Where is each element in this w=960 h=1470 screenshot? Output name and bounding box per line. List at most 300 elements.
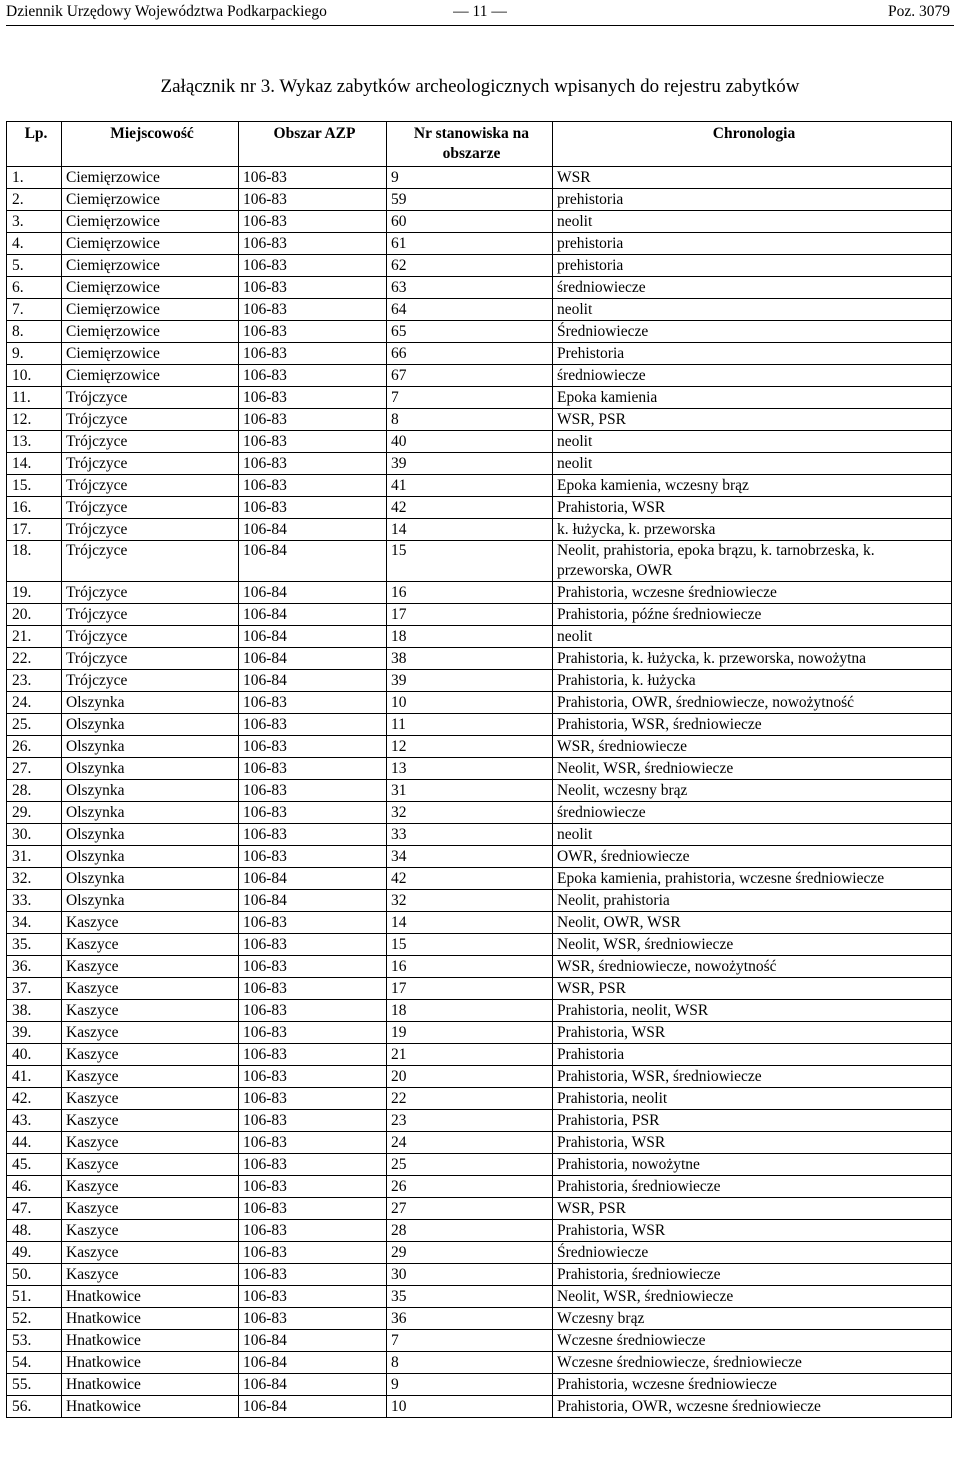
cell-lp: 56. xyxy=(7,1396,62,1418)
table-row xyxy=(7,1132,952,1154)
cell-site-number: 12 xyxy=(387,736,553,758)
cell-azp-area: 106-83 xyxy=(239,1242,387,1264)
cell-chronology: Neolit, OWR, WSR xyxy=(553,912,952,934)
cell-site-number: 24 xyxy=(387,1132,553,1154)
cell-chronology: OWR, średniowiecze xyxy=(553,846,952,868)
cell-chronology: Wczesny brąz xyxy=(553,1308,952,1330)
cell-lp: 16. xyxy=(7,497,62,519)
table-row xyxy=(7,1242,952,1264)
cell-locality: Trójczyce xyxy=(62,409,239,431)
cell-chronology: Prahistoria, późne średniowiecze xyxy=(553,604,952,626)
cell-azp-area: 106-83 xyxy=(239,758,387,780)
cell-chronology: Prahistoria, neolit, WSR xyxy=(553,1000,952,1022)
cell-azp-area: 106-83 xyxy=(239,1088,387,1110)
cell-azp-area: 106-84 xyxy=(239,541,387,582)
table-row xyxy=(7,714,952,736)
cell-locality: Olszynka xyxy=(62,824,239,846)
table-row xyxy=(7,541,952,582)
header-rule xyxy=(6,25,954,26)
cell-lp: 22. xyxy=(7,648,62,670)
cell-locality: Olszynka xyxy=(62,890,239,912)
table-header-row xyxy=(7,122,952,167)
cell-site-number: 8 xyxy=(387,1352,553,1374)
cell-locality: Ciemięrzowice xyxy=(62,255,239,277)
table-row xyxy=(7,1198,952,1220)
cell-lp: 31. xyxy=(7,846,62,868)
table-row xyxy=(7,604,952,626)
cell-locality: Ciemięrzowice xyxy=(62,299,239,321)
cell-chronology: Prahistoria, WSR xyxy=(553,1132,952,1154)
cell-locality: Trójczyce xyxy=(62,453,239,475)
cell-chronology: WSR, PSR xyxy=(553,978,952,1000)
table-row xyxy=(7,277,952,299)
table-row xyxy=(7,1110,952,1132)
cell-lp: 25. xyxy=(7,714,62,736)
cell-azp-area: 106-83 xyxy=(239,189,387,211)
cell-azp-area: 106-83 xyxy=(239,934,387,956)
cell-chronology: Neolit, wczesny brąz xyxy=(553,780,952,802)
table-row xyxy=(7,1044,952,1066)
cell-chronology: Prahistoria, neolit xyxy=(553,1088,952,1110)
cell-lp: 46. xyxy=(7,1176,62,1198)
cell-azp-area: 106-83 xyxy=(239,692,387,714)
cell-azp-area: 106-83 xyxy=(239,1022,387,1044)
cell-chronology: Neolit, WSR, średniowiecze xyxy=(553,1286,952,1308)
cell-lp: 8. xyxy=(7,321,62,343)
cell-locality: Olszynka xyxy=(62,736,239,758)
cell-site-number: 60 xyxy=(387,211,553,233)
cell-locality: Kaszyce xyxy=(62,1022,239,1044)
cell-site-number: 62 xyxy=(387,255,553,277)
page-header xyxy=(6,2,954,26)
cell-site-number: 34 xyxy=(387,846,553,868)
cell-locality: Kaszyce xyxy=(62,1154,239,1176)
cell-lp: 34. xyxy=(7,912,62,934)
cell-azp-area: 106-84 xyxy=(239,519,387,541)
table-row xyxy=(7,1330,952,1352)
cell-chronology: WSR, średniowiecze xyxy=(553,736,952,758)
cell-site-number: 16 xyxy=(387,582,553,604)
cell-chronology: prehistoria xyxy=(553,233,952,255)
column-header-site-number: Nr stanowiska na obszarze xyxy=(387,122,553,167)
cell-locality: Hnatkowice xyxy=(62,1374,239,1396)
table-row xyxy=(7,824,952,846)
cell-lp: 45. xyxy=(7,1154,62,1176)
table-row xyxy=(7,1000,952,1022)
cell-locality: Ciemięrzowice xyxy=(62,277,239,299)
cell-locality: Kaszyce xyxy=(62,912,239,934)
cell-site-number: 7 xyxy=(387,387,553,409)
cell-azp-area: 106-83 xyxy=(239,277,387,299)
cell-azp-area: 106-83 xyxy=(239,1264,387,1286)
cell-site-number: 36 xyxy=(387,1308,553,1330)
cell-chronology: WSR, średniowiecze, nowożytność xyxy=(553,956,952,978)
table-row xyxy=(7,1220,952,1242)
cell-locality: Kaszyce xyxy=(62,1220,239,1242)
cell-azp-area: 106-84 xyxy=(239,1374,387,1396)
cell-lp: 38. xyxy=(7,1000,62,1022)
cell-lp: 17. xyxy=(7,519,62,541)
cell-chronology: prehistoria xyxy=(553,255,952,277)
cell-site-number: 30 xyxy=(387,1264,553,1286)
cell-site-number: 38 xyxy=(387,648,553,670)
cell-azp-area: 106-83 xyxy=(239,409,387,431)
table-row xyxy=(7,1088,952,1110)
cell-lp: 54. xyxy=(7,1352,62,1374)
cell-chronology: Prahistoria, OWR, wczesne średniowiecze xyxy=(553,1396,952,1418)
cell-site-number: 22 xyxy=(387,1088,553,1110)
cell-site-number: 14 xyxy=(387,519,553,541)
cell-chronology: Prahistoria, WSR, średniowiecze xyxy=(553,1066,952,1088)
cell-site-number: 39 xyxy=(387,453,553,475)
cell-lp: 51. xyxy=(7,1286,62,1308)
monuments-table xyxy=(6,121,952,1418)
cell-locality: Ciemięrzowice xyxy=(62,343,239,365)
table-row xyxy=(7,1374,952,1396)
cell-lp: 30. xyxy=(7,824,62,846)
cell-chronology: Wczesne średniowiecze, średniowiecze xyxy=(553,1352,952,1374)
cell-chronology: Prahistoria, średniowiecze xyxy=(553,1176,952,1198)
cell-azp-area: 106-83 xyxy=(239,453,387,475)
cell-site-number: 63 xyxy=(387,277,553,299)
cell-azp-area: 106-83 xyxy=(239,1066,387,1088)
cell-azp-area: 106-84 xyxy=(239,582,387,604)
cell-locality: Kaszyce xyxy=(62,934,239,956)
cell-site-number: 27 xyxy=(387,1198,553,1220)
cell-chronology: neolit xyxy=(553,824,952,846)
cell-azp-area: 106-83 xyxy=(239,167,387,189)
table-row xyxy=(7,802,952,824)
cell-site-number: 14 xyxy=(387,912,553,934)
cell-lp: 37. xyxy=(7,978,62,1000)
cell-lp: 14. xyxy=(7,453,62,475)
table-row xyxy=(7,1176,952,1198)
position-number: Poz. 3079 xyxy=(888,3,950,20)
cell-locality: Trójczyce xyxy=(62,582,239,604)
cell-locality: Ciemięrzowice xyxy=(62,365,239,387)
table-row xyxy=(7,233,952,255)
cell-site-number: 26 xyxy=(387,1176,553,1198)
cell-chronology: Neolit, prahistoria xyxy=(553,890,952,912)
cell-lp: 44. xyxy=(7,1132,62,1154)
table-row xyxy=(7,1396,952,1418)
cell-lp: 32. xyxy=(7,868,62,890)
table-row xyxy=(7,321,952,343)
cell-lp: 27. xyxy=(7,758,62,780)
cell-chronology: Epoka kamienia, prahistoria, wczesne średniowiecze xyxy=(553,868,952,890)
table-row xyxy=(7,934,952,956)
cell-locality: Trójczyce xyxy=(62,497,239,519)
cell-azp-area: 106-83 xyxy=(239,1044,387,1066)
cell-chronology: Neolit, prahistoria, epoka brązu, k. tarnobrzeska, k. przeworska, OWR xyxy=(553,541,952,582)
cell-locality: Trójczyce xyxy=(62,626,239,648)
cell-site-number: 17 xyxy=(387,978,553,1000)
table-row xyxy=(7,475,952,497)
cell-chronology: Prahistoria, nowożytne xyxy=(553,1154,952,1176)
table-row xyxy=(7,978,952,1000)
table-row xyxy=(7,211,952,233)
cell-azp-area: 106-83 xyxy=(239,714,387,736)
column-header-locality: Miejscowość xyxy=(62,122,239,167)
cell-site-number: 66 xyxy=(387,343,553,365)
cell-site-number: 41 xyxy=(387,475,553,497)
cell-locality: Ciemięrzowice xyxy=(62,233,239,255)
cell-chronology: średniowiecze xyxy=(553,802,952,824)
table-row xyxy=(7,1286,952,1308)
cell-site-number: 10 xyxy=(387,1396,553,1418)
cell-chronology: Prahistoria, k. łużycka xyxy=(553,670,952,692)
cell-site-number: 23 xyxy=(387,1110,553,1132)
cell-lp: 28. xyxy=(7,780,62,802)
cell-locality: Kaszyce xyxy=(62,1066,239,1088)
cell-azp-area: 106-83 xyxy=(239,1308,387,1330)
table-row xyxy=(7,1066,952,1088)
cell-locality: Kaszyce xyxy=(62,1264,239,1286)
cell-azp-area: 106-83 xyxy=(239,1154,387,1176)
cell-site-number: 25 xyxy=(387,1154,553,1176)
column-header-chronology: Chronologia xyxy=(553,122,952,167)
cell-lp: 9. xyxy=(7,343,62,365)
cell-locality: Kaszyce xyxy=(62,978,239,1000)
cell-lp: 36. xyxy=(7,956,62,978)
cell-chronology: średniowiecze xyxy=(553,277,952,299)
cell-lp: 13. xyxy=(7,431,62,453)
cell-chronology: Wczesne średniowiecze xyxy=(553,1330,952,1352)
cell-locality: Trójczyce xyxy=(62,387,239,409)
cell-site-number: 64 xyxy=(387,299,553,321)
cell-locality: Olszynka xyxy=(62,802,239,824)
cell-site-number: 67 xyxy=(387,365,553,387)
cell-lp: 55. xyxy=(7,1374,62,1396)
cell-chronology: k. łużycka, k. przeworska xyxy=(553,519,952,541)
cell-locality: Kaszyce xyxy=(62,1242,239,1264)
table-row xyxy=(7,736,952,758)
table-row xyxy=(7,626,952,648)
cell-azp-area: 106-83 xyxy=(239,912,387,934)
cell-locality: Hnatkowice xyxy=(62,1330,239,1352)
cell-site-number: 32 xyxy=(387,802,553,824)
cell-azp-area: 106-83 xyxy=(239,387,387,409)
cell-azp-area: 106-83 xyxy=(239,956,387,978)
cell-azp-area: 106-84 xyxy=(239,890,387,912)
cell-azp-area: 106-83 xyxy=(239,824,387,846)
cell-lp: 40. xyxy=(7,1044,62,1066)
cell-site-number: 29 xyxy=(387,1242,553,1264)
cell-lp: 7. xyxy=(7,299,62,321)
cell-site-number: 33 xyxy=(387,824,553,846)
cell-azp-area: 106-83 xyxy=(239,233,387,255)
cell-chronology: Średniowiecze xyxy=(553,321,952,343)
table-row xyxy=(7,1352,952,1374)
cell-azp-area: 106-83 xyxy=(239,1220,387,1242)
cell-azp-area: 106-84 xyxy=(239,604,387,626)
cell-azp-area: 106-83 xyxy=(239,321,387,343)
cell-azp-area: 106-83 xyxy=(239,1198,387,1220)
cell-locality: Olszynka xyxy=(62,868,239,890)
cell-azp-area: 106-83 xyxy=(239,802,387,824)
cell-lp: 4. xyxy=(7,233,62,255)
cell-lp: 1. xyxy=(7,167,62,189)
cell-chronology: WSR xyxy=(553,167,952,189)
table-row xyxy=(7,343,952,365)
cell-chronology: Prahistoria, średniowiecze xyxy=(553,1264,952,1286)
document-title: Załącznik nr 3. Wykaz zabytków archeologicznych wpisanych do rejestru zabytków xyxy=(160,76,800,97)
cell-azp-area: 106-83 xyxy=(239,497,387,519)
table-row xyxy=(7,758,952,780)
cell-lp: 53. xyxy=(7,1330,62,1352)
cell-azp-area: 106-84 xyxy=(239,1352,387,1374)
cell-site-number: 42 xyxy=(387,497,553,519)
table-row xyxy=(7,1264,952,1286)
cell-lp: 6. xyxy=(7,277,62,299)
table-row xyxy=(7,365,952,387)
cell-azp-area: 106-84 xyxy=(239,670,387,692)
cell-chronology: Prahistoria, wczesne średniowiecze xyxy=(553,582,952,604)
column-header-lp: Lp. xyxy=(7,122,62,167)
cell-site-number: 32 xyxy=(387,890,553,912)
table-row xyxy=(7,1308,952,1330)
cell-lp: 50. xyxy=(7,1264,62,1286)
cell-site-number: 15 xyxy=(387,934,553,956)
cell-locality: Kaszyce xyxy=(62,1132,239,1154)
table-row xyxy=(7,255,952,277)
cell-site-number: 31 xyxy=(387,780,553,802)
cell-site-number: 35 xyxy=(387,1286,553,1308)
table-row xyxy=(7,582,952,604)
cell-locality: Kaszyce xyxy=(62,1000,239,1022)
cell-locality: Olszynka xyxy=(62,846,239,868)
cell-locality: Trójczyce xyxy=(62,541,239,582)
cell-chronology: neolit xyxy=(553,299,952,321)
cell-chronology: prehistoria xyxy=(553,189,952,211)
cell-site-number: 11 xyxy=(387,714,553,736)
cell-azp-area: 106-84 xyxy=(239,648,387,670)
table-row xyxy=(7,670,952,692)
cell-site-number: 59 xyxy=(387,189,553,211)
cell-locality: Olszynka xyxy=(62,758,239,780)
cell-chronology: Neolit, WSR, średniowiecze xyxy=(553,758,952,780)
table-row xyxy=(7,387,952,409)
cell-chronology: Prahistoria, k. łużycka, k. przeworska, nowożytna xyxy=(553,648,952,670)
cell-chronology: średniowiecze xyxy=(553,365,952,387)
cell-chronology: Epoka kamienia, wczesny brąz xyxy=(553,475,952,497)
cell-chronology: Prahistoria, PSR xyxy=(553,1110,952,1132)
cell-azp-area: 106-83 xyxy=(239,343,387,365)
cell-lp: 20. xyxy=(7,604,62,626)
column-header-azp-area: Obszar AZP xyxy=(239,122,387,167)
table-row xyxy=(7,912,952,934)
cell-azp-area: 106-83 xyxy=(239,1000,387,1022)
cell-locality: Olszynka xyxy=(62,692,239,714)
cell-site-number: 42 xyxy=(387,868,553,890)
cell-azp-area: 106-84 xyxy=(239,868,387,890)
cell-site-number: 20 xyxy=(387,1066,553,1088)
cell-site-number: 61 xyxy=(387,233,553,255)
cell-site-number: 17 xyxy=(387,604,553,626)
cell-locality: Hnatkowice xyxy=(62,1352,239,1374)
cell-locality: Trójczyce xyxy=(62,604,239,626)
cell-locality: Olszynka xyxy=(62,780,239,802)
cell-azp-area: 106-83 xyxy=(239,978,387,1000)
cell-site-number: 7 xyxy=(387,1330,553,1352)
cell-locality: Trójczyce xyxy=(62,431,239,453)
cell-lp: 5. xyxy=(7,255,62,277)
cell-locality: Ciemięrzowice xyxy=(62,167,239,189)
cell-azp-area: 106-83 xyxy=(239,475,387,497)
cell-site-number: 9 xyxy=(387,1374,553,1396)
cell-chronology: WSR, PSR xyxy=(553,1198,952,1220)
cell-site-number: 9 xyxy=(387,167,553,189)
cell-azp-area: 106-84 xyxy=(239,1330,387,1352)
cell-site-number: 65 xyxy=(387,321,553,343)
cell-site-number: 13 xyxy=(387,758,553,780)
cell-azp-area: 106-83 xyxy=(239,431,387,453)
cell-chronology: Neolit, WSR, średniowiecze xyxy=(553,934,952,956)
cell-chronology: Prahistoria, OWR, średniowiecze, nowożytność xyxy=(553,692,952,714)
cell-locality: Kaszyce xyxy=(62,956,239,978)
cell-lp: 41. xyxy=(7,1066,62,1088)
table-row xyxy=(7,956,952,978)
cell-site-number: 39 xyxy=(387,670,553,692)
cell-azp-area: 106-83 xyxy=(239,299,387,321)
cell-chronology: neolit xyxy=(553,626,952,648)
table-row xyxy=(7,890,952,912)
table-row xyxy=(7,648,952,670)
cell-chronology: Prahistoria, WSR xyxy=(553,1022,952,1044)
table-row xyxy=(7,299,952,321)
cell-chronology: Średniowiecze xyxy=(553,1242,952,1264)
cell-locality: Kaszyce xyxy=(62,1110,239,1132)
cell-site-number: 21 xyxy=(387,1044,553,1066)
cell-site-number: 18 xyxy=(387,1000,553,1022)
cell-locality: Olszynka xyxy=(62,714,239,736)
cell-locality: Ciemięrzowice xyxy=(62,189,239,211)
cell-locality: Hnatkowice xyxy=(62,1286,239,1308)
cell-chronology: Prahistoria, WSR, średniowiecze xyxy=(553,714,952,736)
cell-lp: 33. xyxy=(7,890,62,912)
table-row xyxy=(7,497,952,519)
cell-azp-area: 106-84 xyxy=(239,1396,387,1418)
journal-title: Dziennik Urzędowy Województwa Podkarpackiego xyxy=(6,3,327,20)
cell-lp: 26. xyxy=(7,736,62,758)
cell-lp: 11. xyxy=(7,387,62,409)
cell-site-number: 28 xyxy=(387,1220,553,1242)
cell-lp: 18. xyxy=(7,541,62,582)
cell-chronology: neolit xyxy=(553,453,952,475)
cell-chronology: Prahistoria, WSR xyxy=(553,1220,952,1242)
table-row xyxy=(7,692,952,714)
cell-lp: 24. xyxy=(7,692,62,714)
cell-chronology: Prahistoria, WSR xyxy=(553,497,952,519)
cell-locality: Ciemięrzowice xyxy=(62,211,239,233)
cell-site-number: 40 xyxy=(387,431,553,453)
cell-lp: 52. xyxy=(7,1308,62,1330)
table-row xyxy=(7,519,952,541)
cell-site-number: 16 xyxy=(387,956,553,978)
cell-lp: 19. xyxy=(7,582,62,604)
cell-azp-area: 106-83 xyxy=(239,736,387,758)
table-row xyxy=(7,780,952,802)
table-body xyxy=(7,167,952,1418)
cell-azp-area: 106-83 xyxy=(239,780,387,802)
cell-lp: 35. xyxy=(7,934,62,956)
cell-chronology: Prehistoria xyxy=(553,343,952,365)
cell-azp-area: 106-83 xyxy=(239,1110,387,1132)
table-row xyxy=(7,1022,952,1044)
table-row xyxy=(7,189,952,211)
cell-azp-area: 106-83 xyxy=(239,365,387,387)
cell-locality: Trójczyce xyxy=(62,648,239,670)
